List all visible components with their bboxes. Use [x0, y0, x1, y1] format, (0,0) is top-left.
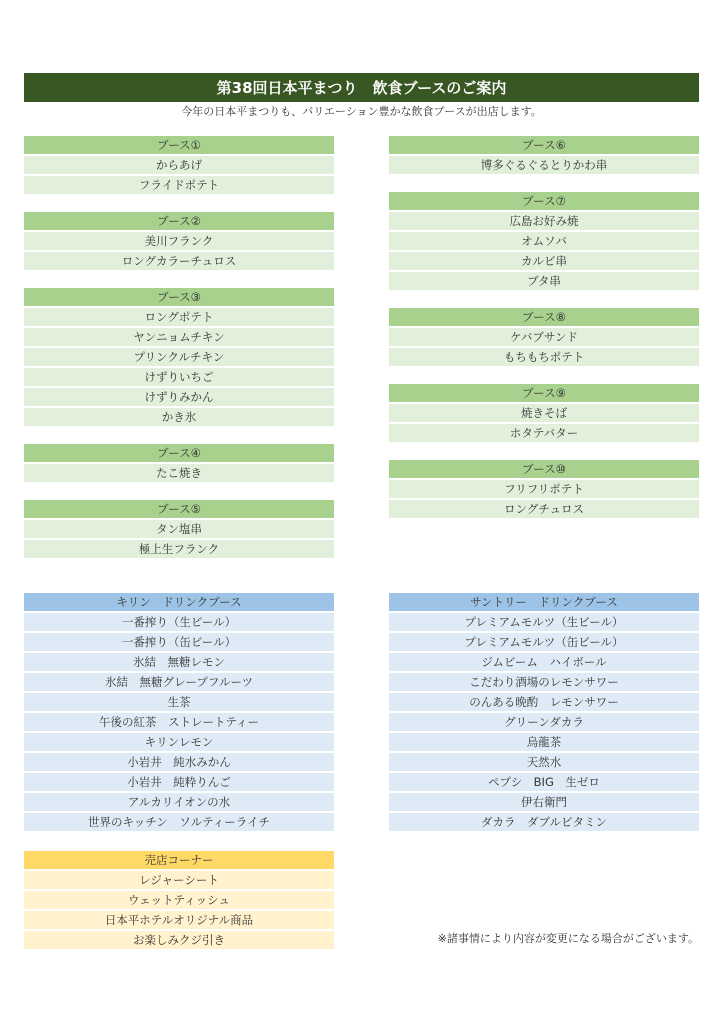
- booth-header: ブース⑨: [389, 384, 699, 402]
- drink-item: 生茶: [24, 693, 334, 711]
- booth-header: ブース⑩: [389, 460, 699, 478]
- drink-item: 世界のキッチン ソルティーライチ: [24, 813, 334, 831]
- booth-7: [389, 192, 699, 290]
- drink-item: 氷結 無糖レモン: [24, 653, 334, 671]
- drink-item: ジムビーム ハイボール: [389, 653, 699, 671]
- booth-4: [24, 444, 334, 482]
- menu-item: フリフリポテト: [389, 480, 699, 498]
- kirin-drink-booth: [24, 593, 334, 833]
- booth-10: [389, 460, 699, 518]
- booth-header: 売店コーナー: [24, 851, 334, 869]
- drink-item: 小岩井 純粋りんご: [24, 773, 334, 791]
- menu-item: フライドポテト: [24, 176, 334, 194]
- booth-header: ブース⑧: [389, 308, 699, 326]
- shop-corner: [24, 851, 334, 951]
- menu-item: けずりみかん: [24, 388, 334, 406]
- suntory-drink-booth: [389, 593, 699, 833]
- page-title: 第38回日本平まつり 飲食ブースのご案内: [24, 73, 699, 102]
- drink-item: ダカラ ダブルビタミン: [389, 813, 699, 831]
- menu-item: 美川フランク: [24, 232, 334, 250]
- booth-3: [24, 288, 334, 426]
- menu-item: 極上生フランク: [24, 540, 334, 558]
- menu-item: ロングポテト: [24, 308, 334, 326]
- shop-item: 日本平ホテルオリジナル商品: [24, 911, 334, 929]
- drink-item: プレミアムモルツ（缶ビール）: [389, 633, 699, 651]
- drink-item: のんある晩酌 レモンサワー: [389, 693, 699, 711]
- menu-item: けずりいちご: [24, 368, 334, 386]
- shop-item: お楽しみクジ引き: [24, 931, 334, 949]
- booth-2: [24, 212, 334, 270]
- menu-item: プリンクルチキン: [24, 348, 334, 366]
- menu-item: からあげ: [24, 156, 334, 174]
- booth-8: [389, 308, 699, 366]
- booth-header: ブース⑤: [24, 500, 334, 518]
- drink-item: 烏龍茶: [389, 733, 699, 751]
- booth-header: ブース③: [24, 288, 334, 306]
- menu-item: かき氷: [24, 408, 334, 426]
- menu-item: ホタテバター: [389, 424, 699, 442]
- drink-item: グリーンダカラ: [389, 713, 699, 731]
- menu-item: ブタ串: [389, 272, 699, 290]
- shop-item: ウェットティッシュ: [24, 891, 334, 909]
- menu-item: 広島お好み焼: [389, 212, 699, 230]
- drink-item: 小岩井 純水みかん: [24, 753, 334, 771]
- booth-9: [389, 384, 699, 442]
- drink-item: こだわり酒場のレモンサワー: [389, 673, 699, 691]
- booth-header: ブース⑦: [389, 192, 699, 210]
- booth-header: キリン ドリンクブース: [24, 593, 334, 611]
- booth-5: [24, 500, 334, 558]
- booth-column-right: [389, 136, 699, 520]
- menu-item: ケバブサンド: [389, 328, 699, 346]
- menu-item: カルビ串: [389, 252, 699, 270]
- menu-item: オムソバ: [389, 232, 699, 250]
- page-subtitle: 今年の日本平まつりも、バリエーション豊かな飲食ブースが出店します。: [181, 105, 542, 118]
- menu-item: ヤンニョムチキン: [24, 328, 334, 346]
- booth-header: ブース④: [24, 444, 334, 462]
- drink-item: キリンレモン: [24, 733, 334, 751]
- menu-item: ロングカラーチュロス: [24, 252, 334, 270]
- booth-6: [389, 136, 699, 174]
- disclaimer-note: ※諸事情により内容が変更になる場合がございます。: [437, 932, 699, 945]
- booth-header: ブース②: [24, 212, 334, 230]
- drink-item: 一番搾り（生ビール）: [24, 613, 334, 631]
- drink-item: 午後の紅茶 ストレートティー: [24, 713, 334, 731]
- menu-item: もちもちポテト: [389, 348, 699, 366]
- booth-header: ブース①: [24, 136, 334, 154]
- menu-item: タン塩串: [24, 520, 334, 538]
- drink-item: ペプシ BIG 生ゼロ: [389, 773, 699, 791]
- booth-1: [24, 136, 334, 194]
- drink-item: 一番搾り（缶ビール）: [24, 633, 334, 651]
- drink-item: 氷結 無糖グレープフルーツ: [24, 673, 334, 691]
- drink-item: アルカリイオンの水: [24, 793, 334, 811]
- booth-header: サントリー ドリンクブース: [389, 593, 699, 611]
- menu-item: 博多ぐるぐるとりかわ串: [389, 156, 699, 174]
- menu-item: たこ焼き: [24, 464, 334, 482]
- booth-header: ブース⑥: [389, 136, 699, 154]
- menu-item: ロングチュロス: [389, 500, 699, 518]
- shop-item: レジャーシート: [24, 871, 334, 889]
- booth-column-left: [24, 136, 334, 560]
- drink-item: 伊右衛門: [389, 793, 699, 811]
- menu-item: 焼きそば: [389, 404, 699, 422]
- drink-item: プレミアムモルツ（生ビール）: [389, 613, 699, 631]
- drink-item: 天然水: [389, 753, 699, 771]
